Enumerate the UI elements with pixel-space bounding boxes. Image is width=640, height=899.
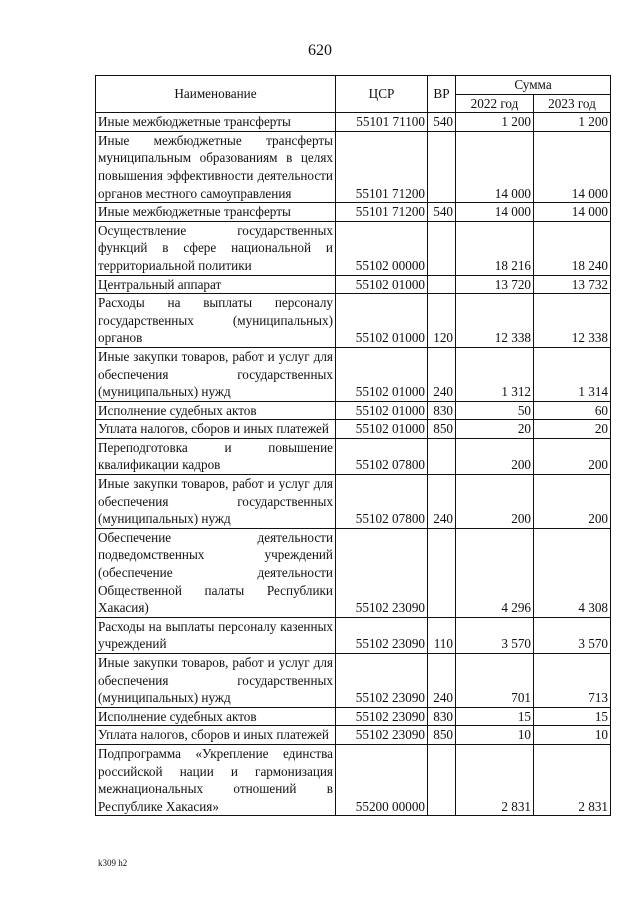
row-csr: 55102 01000 [336, 347, 428, 401]
row-csr: 55102 23090 [336, 617, 428, 653]
row-name: Исполнение судебных актов [96, 707, 336, 726]
row-csr: 55102 01000 [336, 294, 428, 348]
row-sum-2023: 60 [534, 401, 611, 420]
row-name: Иные межбюджетные трансферты муниципальным образованиям в целях повышения эффективности деятельности органов местного самоуправления [96, 131, 336, 202]
row-sum-2022: 50 [456, 401, 534, 420]
row-csr: 55102 07800 [336, 438, 428, 474]
row-name: Центральный аппарат [96, 275, 336, 294]
header-sum: Сумма [456, 76, 611, 95]
row-vr [428, 438, 456, 474]
row-sum-2023: 10 [534, 726, 611, 745]
table-row [96, 726, 611, 745]
row-csr: 55102 23090 [336, 528, 428, 617]
row-vr: 830 [428, 707, 456, 726]
row-sum-2023: 1 314 [534, 347, 611, 401]
table-row [96, 113, 611, 132]
row-vr: 240 [428, 347, 456, 401]
table-row [96, 203, 611, 222]
row-sum-2022: 4 296 [456, 528, 534, 617]
table-row [96, 401, 611, 420]
row-csr: 55102 23090 [336, 654, 428, 708]
header-vr: ВР [428, 76, 456, 113]
row-vr: 540 [428, 203, 456, 222]
row-sum-2023: 13 732 [534, 275, 611, 294]
row-sum-2022: 10 [456, 726, 534, 745]
row-vr: 240 [428, 654, 456, 708]
row-sum-2023: 14 000 [534, 131, 611, 202]
table-row [96, 275, 611, 294]
row-csr: 55102 00000 [336, 221, 428, 275]
table-row [96, 221, 611, 275]
row-name: Иные закупки товаров, работ и услуг для обеспечения государственных (муниципальных) нужд [96, 347, 336, 401]
row-sum-2023: 200 [534, 475, 611, 529]
table-row [96, 617, 611, 653]
header-csr: ЦСР [336, 76, 428, 113]
row-name: Иные закупки товаров, работ и услуг для обеспечения государственных (муниципальных) нужд [96, 654, 336, 708]
row-sum-2023: 2 831 [534, 744, 611, 815]
header-year-2022: 2022 год [456, 94, 534, 113]
row-sum-2023: 1 200 [534, 113, 611, 132]
row-sum-2022: 15 [456, 707, 534, 726]
row-name: Уплата налогов, сборов и иных платежей [96, 726, 336, 745]
row-sum-2023: 12 338 [534, 294, 611, 348]
table-row [96, 654, 611, 708]
row-csr: 55101 71200 [336, 203, 428, 222]
row-csr: 55102 01000 [336, 401, 428, 420]
header-year-2023: 2023 год [534, 94, 611, 113]
row-vr: 850 [428, 726, 456, 745]
row-vr [428, 131, 456, 202]
row-vr [428, 528, 456, 617]
row-vr [428, 744, 456, 815]
table-body [96, 113, 611, 816]
row-name: Переподготовка и повышение квалификации кадров [96, 438, 336, 474]
page-number: 620 [308, 42, 332, 59]
row-sum-2022: 12 338 [456, 294, 534, 348]
row-sum-2022: 13 720 [456, 275, 534, 294]
row-csr: 55102 01000 [336, 420, 428, 439]
row-vr [428, 221, 456, 275]
row-vr: 850 [428, 420, 456, 439]
table-row [96, 744, 611, 815]
row-name: Подпрограмма «Укрепление единства российской нации и гармонизация межнациональных отношений в Республике Хакасия» [96, 744, 336, 815]
row-sum-2023: 15 [534, 707, 611, 726]
row-sum-2023: 14 000 [534, 203, 611, 222]
row-vr: 110 [428, 617, 456, 653]
row-sum-2022: 14 000 [456, 131, 534, 202]
row-csr: 55101 71100 [336, 113, 428, 132]
table-row [96, 528, 611, 617]
row-sum-2022: 14 000 [456, 203, 534, 222]
row-csr: 55102 23090 [336, 707, 428, 726]
row-sum-2023: 18 240 [534, 221, 611, 275]
row-sum-2022: 1 200 [456, 113, 534, 132]
row-csr: 55200 00000 [336, 744, 428, 815]
row-name: Иные межбюджетные трансферты [96, 113, 336, 132]
row-name: Иные межбюджетные трансферты [96, 203, 336, 222]
row-name: Обеспечение деятельности подведомственных учреждений (обеспечение деятельности Общественной палаты Республики Хакасия) [96, 528, 336, 617]
table-row [96, 707, 611, 726]
row-sum-2022: 701 [456, 654, 534, 708]
row-name: Исполнение судебных актов [96, 401, 336, 420]
row-sum-2022: 20 [456, 420, 534, 439]
table-row [96, 131, 611, 202]
row-name: Расходы на выплаты персоналу государственных (муниципальных) органов [96, 294, 336, 348]
row-sum-2022: 18 216 [456, 221, 534, 275]
table-row [96, 347, 611, 401]
row-sum-2023: 4 308 [534, 528, 611, 617]
table-row [96, 475, 611, 529]
header-name: Наименование [96, 76, 336, 113]
row-csr: 55102 23090 [336, 726, 428, 745]
row-name: Иные закупки товаров, работ и услуг для обеспечения государственных (муниципальных) нужд [96, 475, 336, 529]
row-csr: 55101 71200 [336, 131, 428, 202]
row-sum-2023: 200 [534, 438, 611, 474]
row-name: Уплата налогов, сборов и иных платежей [96, 420, 336, 439]
row-sum-2022: 3 570 [456, 617, 534, 653]
row-sum-2022: 200 [456, 475, 534, 529]
row-vr: 830 [428, 401, 456, 420]
row-sum-2022: 2 831 [456, 744, 534, 815]
row-name: Расходы на выплаты персоналу казенных учреждений [96, 617, 336, 653]
row-sum-2022: 200 [456, 438, 534, 474]
row-sum-2023: 713 [534, 654, 611, 708]
budget-table [95, 75, 611, 816]
row-vr: 120 [428, 294, 456, 348]
table-row [96, 438, 611, 474]
row-sum-2022: 1 312 [456, 347, 534, 401]
row-csr: 55102 01000 [336, 275, 428, 294]
row-csr: 55102 07800 [336, 475, 428, 529]
row-vr [428, 275, 456, 294]
table-row [96, 294, 611, 348]
row-sum-2023: 20 [534, 420, 611, 439]
row-sum-2023: 3 570 [534, 617, 611, 653]
row-vr: 540 [428, 113, 456, 132]
row-name: Осуществление государственных функций в сфере национальной и территориальной политики [96, 221, 336, 275]
row-vr: 240 [428, 475, 456, 529]
footer-code: k309 h2 [98, 858, 128, 868]
table-row [96, 420, 611, 439]
